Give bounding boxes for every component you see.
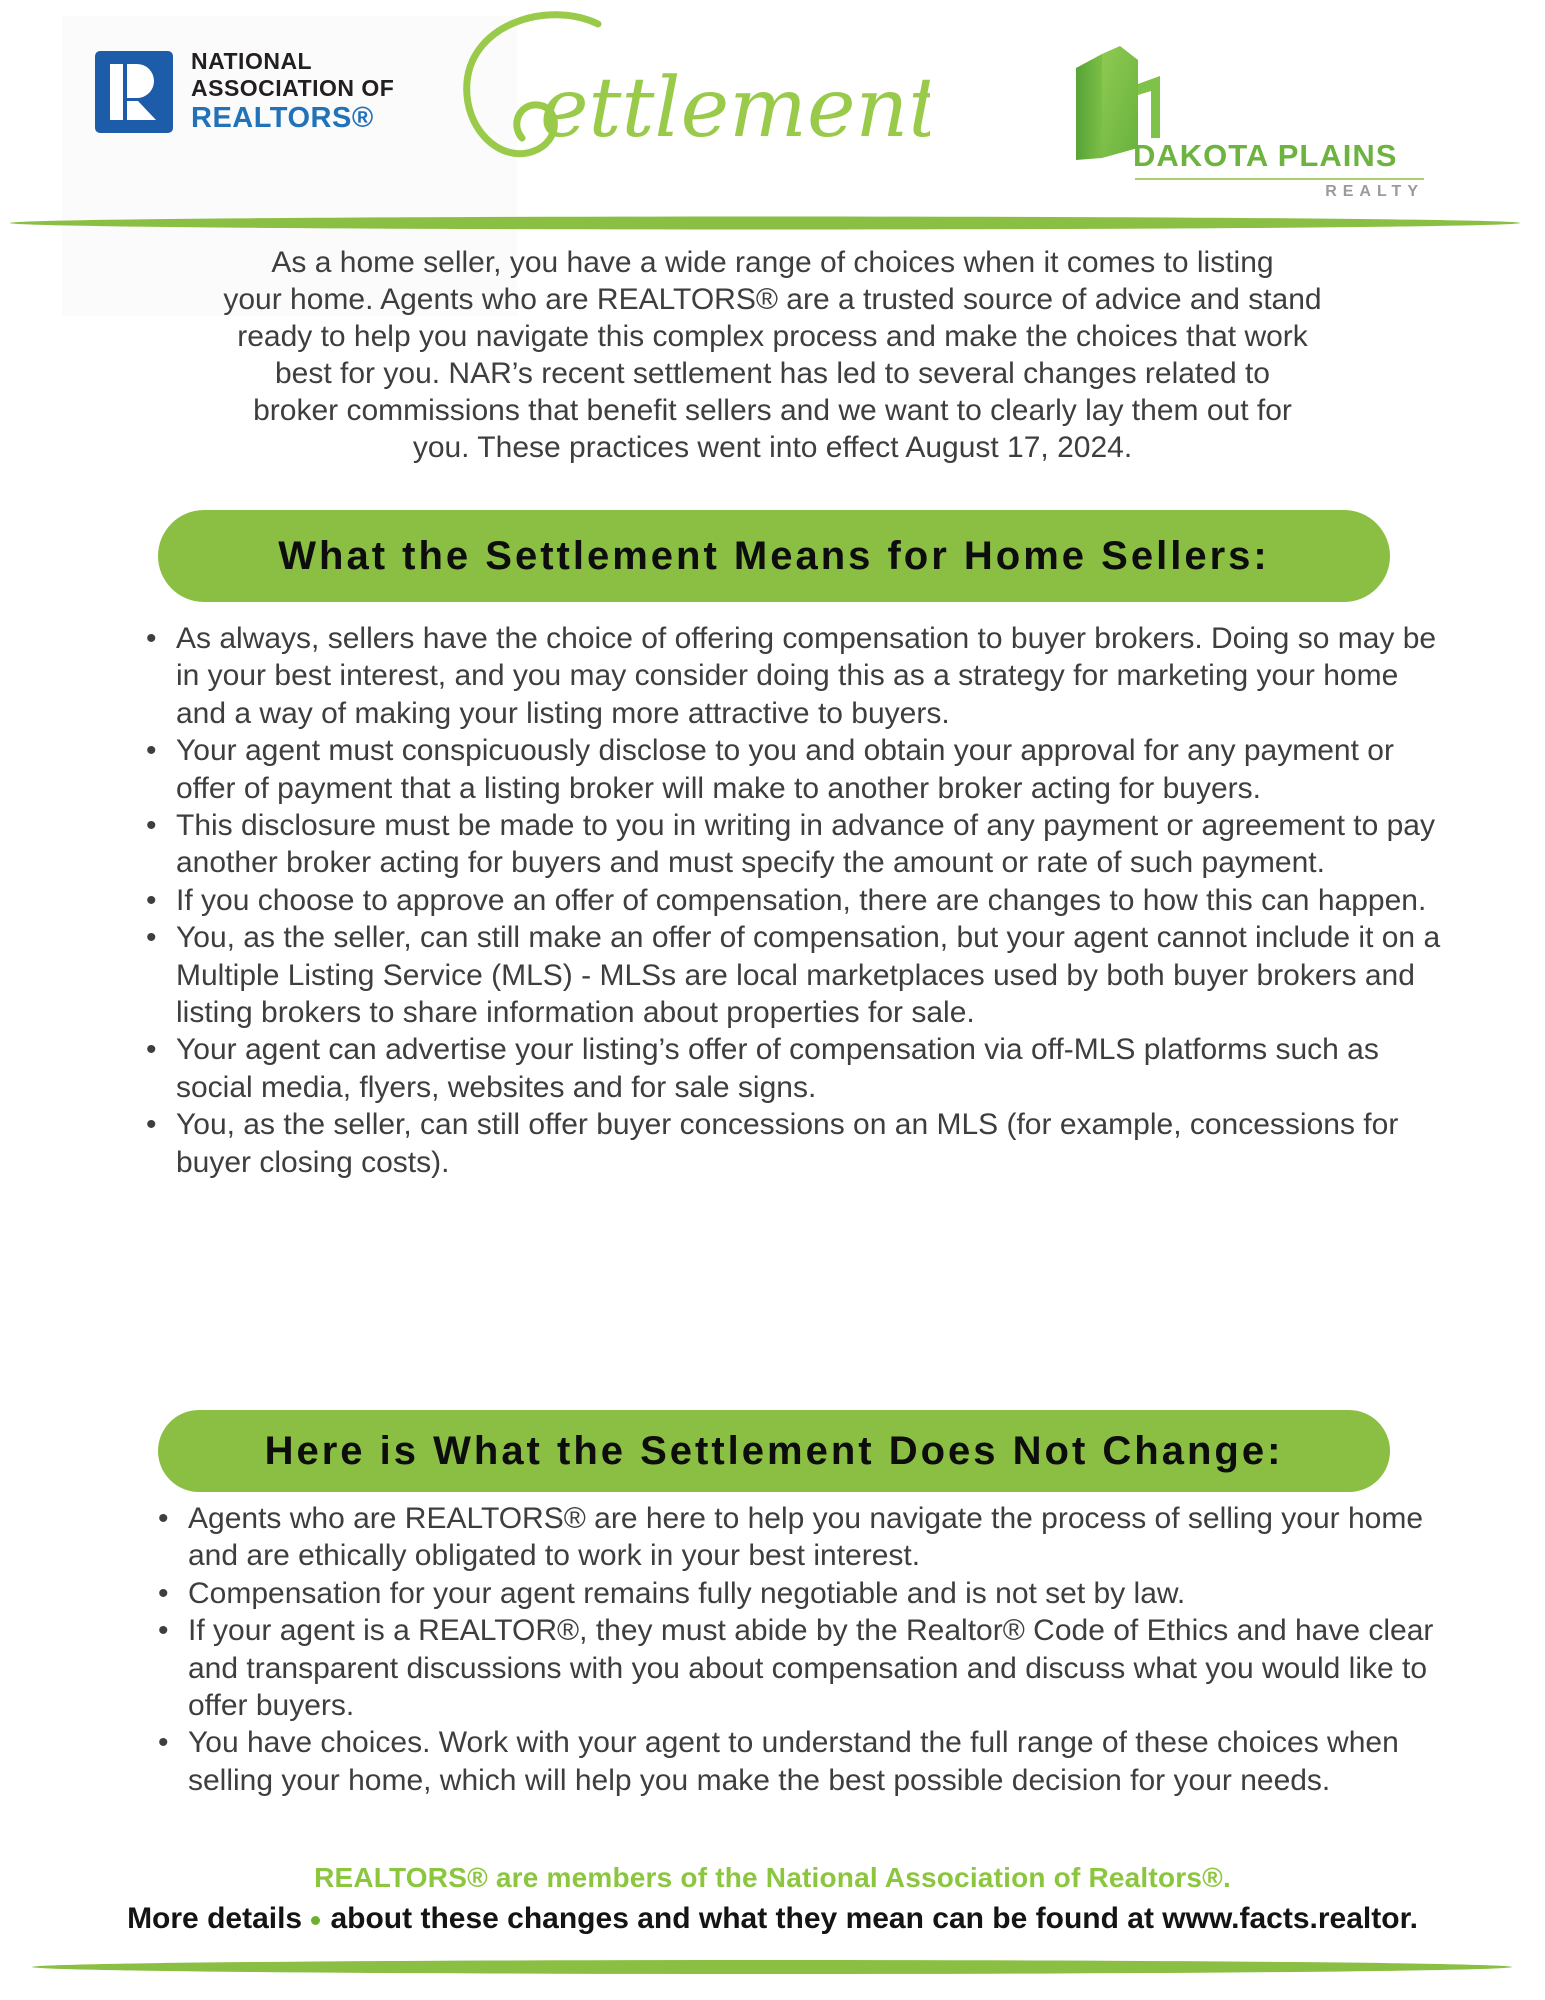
intro-paragraph — [0, 244, 1545, 466]
more-details-prefix: More details — [127, 1902, 303, 1935]
more-details-suffix: about these changes and what they mean can be found at www.facts.realtor. — [330, 1902, 1418, 1935]
list-item: • This disclosure must be made to you in writing in advance of any payment or agreement to pay another broker acting for buyers and must specify the amount or rate of such payment. — [140, 807, 1444, 882]
list-item: • As always, sellers have the choice of offering compensation to buyer brokers. Doing so may be in your best interest, and you may consider doing this as a strategy for marketing your home and a way of making your listing more attractive to buyers. — [140, 620, 1444, 732]
sellers-bullet-list — [140, 620, 1444, 1181]
settlement-script-word: ettlement — [540, 61, 930, 156]
list-item: • Agents who are REALTORS® are here to help you navigate the process of selling your home and are ethically obligated to work in your best interest. — [152, 1500, 1456, 1575]
nar-line-1: NATIONAL — [191, 48, 313, 74]
intro-line: you. These practices went into effect August 17, 2024. — [412, 431, 1133, 464]
header-divider — [0, 212, 1545, 234]
list-item: • Your agent must conspicuously disclose to you and obtain your approval for any payment or offer of payment that a listing broker will make to another broker acting for buyers. — [140, 732, 1444, 807]
dakota-plains-logo — [1076, 46, 1428, 200]
no-change-bullet-list — [152, 1500, 1456, 1799]
intro-line: your home. Agents who are REALTORS® are a trusted source of advice and stand — [223, 283, 1322, 316]
nar-line-2: ASSOCIATION OF — [191, 75, 395, 101]
dakota-rule — [1135, 178, 1424, 180]
settlement-s-swash-icon — [440, 6, 930, 178]
dakota-realty-label: REALTY — [1325, 183, 1424, 200]
intro-line: ready to help you navigate this complex process and make the choices that work — [237, 320, 1308, 353]
list-item: • You, as the seller, can still offer buyer concessions on an MLS (for example, concessions for buyer closing costs). — [140, 1106, 1444, 1181]
green-dot-icon — [311, 1916, 320, 1925]
footer-divider — [0, 1956, 1545, 1978]
settlement-script-logo — [440, 6, 930, 178]
list-item: • You have choices. Work with your agent to understand the full range of these choices when selling your home, which will help you make the best possible decision for your needs. — [152, 1724, 1456, 1799]
more-details-note — [0, 1902, 1545, 1936]
section-header-sellers — [158, 510, 1390, 602]
list-item: • If you choose to approve an offer of compensation, there are changes to how this can happen. — [140, 882, 1444, 919]
list-item: • Compensation for your agent remains fully negotiable and is not set by law. — [152, 1575, 1456, 1612]
section-header-no-change — [158, 1410, 1390, 1492]
section-title: What the Settlement Means for Home Sellers: — [278, 533, 1270, 578]
realtor-membership-note: REALTORS® are members of the National Association of Realtors®. — [314, 1862, 1231, 1893]
intro-line: best for you. NAR’s recent settlement has led to several changes related to — [275, 357, 1270, 390]
list-item: • You, as the seller, can still make an offer of compensation, but your agent cannot include it on a Multiple Listing Service (MLS) - MLSs are local marketplaces used by both buyer brokers and listing brokers to share information about properties for sale. — [140, 919, 1444, 1031]
intro-line: As a home seller, you have a wide range of choices when it comes to listing — [271, 246, 1274, 279]
list-item: • Your agent can advertise your listing’s offer of compensation via off-MLS platforms such as social media, flyers, websites and for sale signs. — [140, 1031, 1444, 1106]
nar-r-icon — [95, 51, 173, 133]
nar-logo — [95, 48, 394, 135]
list-item: • If your agent is a REALTOR®, they must abide by the Realtor® Code of Ethics and have clear and transparent discussions with you about compensation and discuss what you would like to offer buyers. — [152, 1612, 1456, 1724]
nar-logo-text — [191, 48, 394, 135]
dakota-name: DAKOTA PLAINS — [1133, 138, 1398, 173]
intro-line: broker commissions that benefit sellers and we want to clearly lay them out for — [253, 394, 1292, 427]
section-title: Here is What the Settlement Does Not Change: — [264, 1428, 1284, 1473]
nar-line-3: REALTORS® — [191, 102, 374, 134]
